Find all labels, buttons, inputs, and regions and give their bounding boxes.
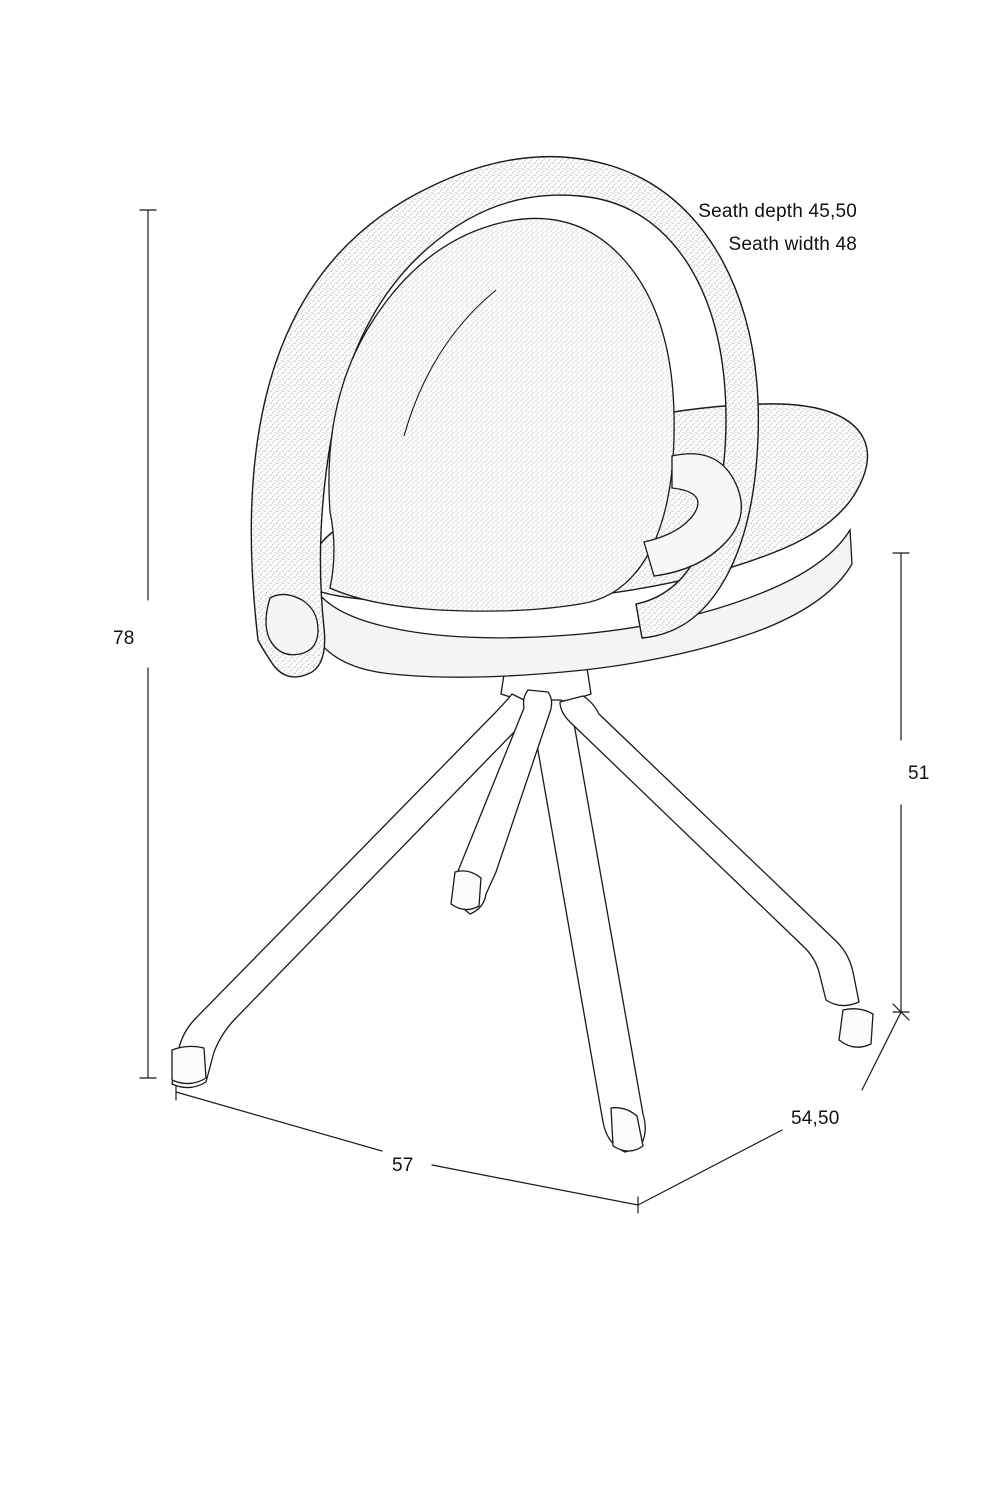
spec-label-seat-depth: Seath depth 45,50 xyxy=(698,201,857,222)
foot-right xyxy=(839,1009,873,1048)
dimension-label-height: 78 xyxy=(113,628,135,649)
depth-dim-line-lower xyxy=(638,1130,782,1205)
dimension-label-seat-height: 51 xyxy=(908,763,930,784)
dimension-label-depth: 54,50 xyxy=(791,1108,840,1129)
foot-left xyxy=(172,1046,206,1083)
spec-label-seat-width: Seath width 48 xyxy=(728,234,857,255)
foot-back xyxy=(451,871,481,910)
width-dim-line-right xyxy=(432,1165,638,1205)
chair-swivel-base xyxy=(172,661,873,1152)
dimension-label-width: 57 xyxy=(392,1155,414,1176)
width-dim-line-left xyxy=(176,1092,382,1151)
